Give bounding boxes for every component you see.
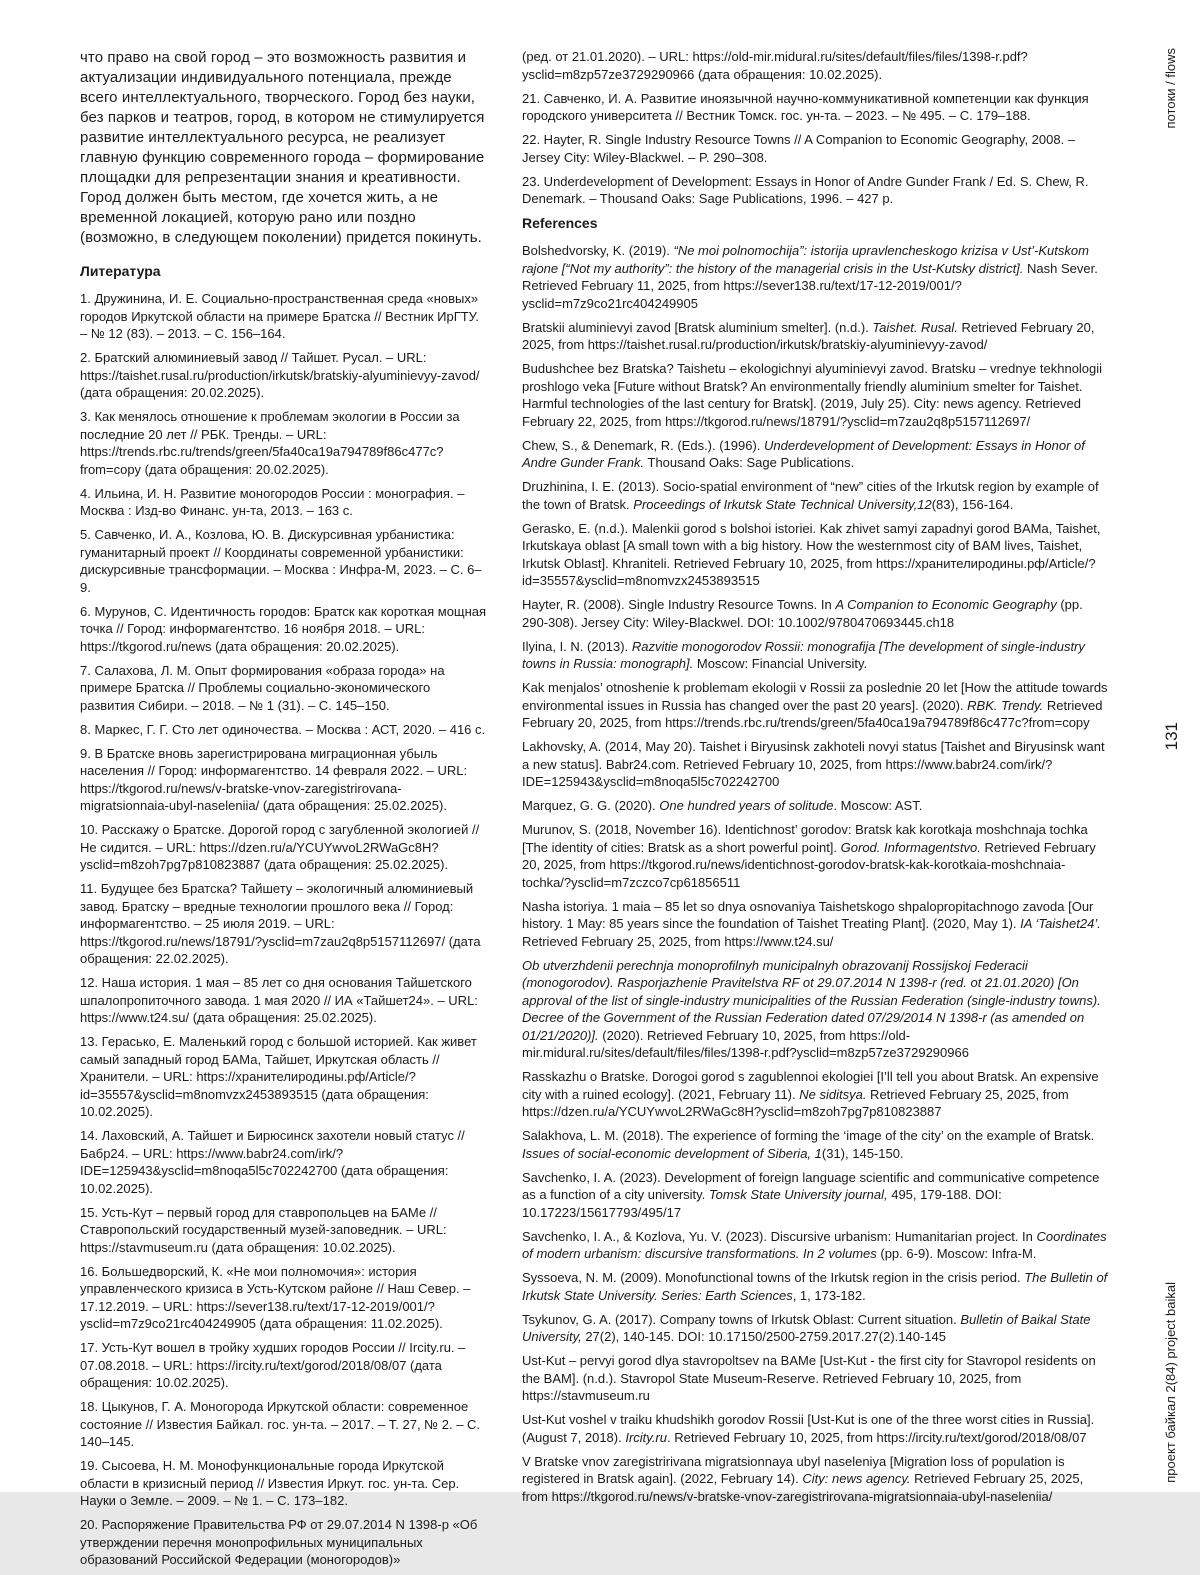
left-column	[80, 48, 488, 1575]
reference-item: 1. Дружинина, И. Е. Социально-пространственная среда «новых» городов Иркутской области на примере Братска // Вестник ИрГТУ. – № 12 (83). – 2013. – С. 156–164.	[80, 291, 479, 341]
reference-item: Tsykunov, G. A. (2017). Company towns of Irkutsk Oblast: Current situation. Bulletin of Baikal State University, 27(2), 140-145. DOI: 10.17150/2500-2759.2017.27(2).140-145	[522, 1311, 1091, 1344]
reference-item: 7. Салахова, Л. М. Опыт формирования «образа города» на примере Братска // Проблемы социально-экономического развития Сибири. – 2018. – № 1 (31). – С. 145–150.	[80, 662, 445, 713]
reference-item: 5. Савченко, И. А., Козлова, Ю. В. Дискурсивная урбанистика: гуманитарный проект // Координаты современной урбанистики: дискурсивные трансформации. – Москва : Инфра-М, 2023. – С. 6–9.	[80, 527, 482, 595]
reference-item: Ob utverzhdenii perechnja monoprofilnyh municipalnyh obrazovanij Rossijskoj Federacii (monogorodov). Rasporjazhenie Pravitelstva RF ot 29.07.2014 N 1398-r (red. ot 21.01.2020) [On approval of the list of single-industry municipalities of the Russian Federation (single-industry towns). Decree of the Government of the Russian Federation dated 07/29/2014 N 1398-r (as amended on 01/21/2020)]. (2020). Retrieved February 10, 2025, from https://old-mir.midural.ru/sites/default/files/files/1398-r.pdf?ysclid=m8zp57ze3729290966	[522, 957, 1101, 1060]
reference-item: 21. Савченко, И. А. Развитие иноязычной научно-коммуникативной компетенции как функция городского университета // Вестник Томск. гос. ун-та. – 2023. – № 495. – С. 179–188.	[522, 90, 1089, 123]
reference-item: Budushchee bez Bratska? Taishetu – ekologichnyi alyuminievyi zavod. Bratsku – vrednye tekhnologii proshlogo veka [Future without Bratsk? An environmentally friendly aluminium smelter for Taishet. Harmful technologies of the last century for Bratsk]. (2019, July 25). City: news agency. Retrieved February 22, 2025, from https://tkgorod.ru/news/18791/?ysclid=m7zau2q8p5157112697/	[522, 361, 1103, 429]
reference-item: Nasha istoriya. 1 maia – 85 let so dnya osnovaniya Taishetskogo shpalopropitachnogo zavoda [Our history. 1 May: 85 years since the foundation of Taishet Treating Plant]. (2020, May 1). IA ‘Taishet24’. Retrieved February 25, 2025, from https://www.t24.su/	[522, 898, 1101, 949]
reference-item: 13. Герасько, Е. Маленький город с большой историей. Как живет самый западный город БАМа, Тайшет, Иркутская область // Хранители. – URL: https://хранителиродины.рф/Article/?id=35557&ysclid=m8nomvzx2453893515 (дата обращения: 10.02.2025).	[80, 1034, 477, 1119]
reference-item: 19. Сысоева, Н. М. Монофункциональные города Иркутской области в кризисный период // Известия Иркут. гос. ун-та. Сер. Науки о Земле. – 2009. – № 1. – С. 173–182.	[80, 1458, 460, 1508]
page-number: 131	[1162, 722, 1181, 751]
reference-item: 2. Братский алюминиевый завод // Тайшет. Русал. – URL: https://taishet.rusal.ru/production/irkutsk/bratskiy-alyuminievyy-zavod/ (дата обращения: 20.02.2025).	[80, 350, 480, 400]
reference-item: 4. Ильина, И. Н. Развитие моногородов России : монография. – Москва : Изд-во Финанс. ун-та, 2013. – 163 с.	[80, 485, 465, 518]
reference-item: 6. Мурунов, С. Идентичность городов: Братск как короткая мощная точка // Город: информагентство. 16 ноября 2018. – URL: https://tkgorod.ru/news (дата обращения: 20.02.2025).	[80, 603, 487, 654]
literature-list-continued	[522, 48, 1110, 208]
reference-item: Gerasko, E. (n.d.). Malenkii gorod s bolshoi istoriei. Kak zhivet samyi zapadnyi gorod BAMa, Taishet, Irkutskaya oblast [A small town with a big history. How the westernmost city of BAM lives, Taishet, Irkutsk Oblast]. Khraniteli. Retrieved February 10, 2025, from https://хранителиродины.рф/Article/?id=35557&ysclid=m8nomvzx2453893515	[522, 520, 1101, 588]
literature-heading: Литература	[80, 263, 161, 279]
reference-item: 9. В Братске вновь зарегистрирована миграционная убыль населения // Город: информагентство. 14 февраля 2022. – URL: https://tkgorod.ru/news/v-bratske-vnov-zaregistrirovana-migratsionnaia-ubyl-naseleniia/ (дата обращения: 25.02.2025).	[80, 745, 468, 813]
section-label: потоки / flows	[1163, 48, 1178, 129]
reference-item: Savchenko, I. A., & Kozlova, Yu. V. (2023). Discursive urbanism: Humanitarian project. In Coordinates of modern urbanism: discursive transformations. In 2 volumes (pp. 6-9). Moscow: Infra-M.	[522, 1228, 1107, 1261]
reference-item: Kak menjalos’ otnoshenie k problemam ekologii v Rossii za poslednie 20 let [How the attitude towards environmental issues in Russia has changed over the past 20 years]. (2020). RBK. Trendy. Retrieved February 20, 2025, from https://trends.rbc.ru/trends/green/5fa40ca19a794789f86c477c?from=copy	[522, 680, 1108, 730]
reference-item: Lakhovsky, A. (2014, May 20). Taishet i Biryusinsk zakhoteli novyi status [Taishet and Biryusinsk want a new status]. Babr24.com. Retrieved February 10, 2025, from https://www.babr24.com/irk/?IDE=125943&ysclid=m8noqa5l5c702242700	[522, 739, 1105, 789]
reference-item: 17. Усть-Кут вошел в тройку худших городов России // Ircity.ru. – 07.08.2018. – URL: https://ircity.ru/text/gorod/2018/08/07 (дата обращения: 10.02.2025).	[80, 1340, 466, 1390]
reference-item: 22. Hayter, R. Single Industry Resource Towns // A Companion to Economic Geography, 2008. – Jersey City: Wiley-Blackwel. – P. 290–308.	[522, 132, 1076, 165]
reference-item: Ust-Kut voshel v traiku khudshikh gorodov Rossii [Ust-Kut is one of the three worst cities in Russia]. (August 7, 2018). Ircity.ru. Retrieved February 10, 2025, from https://ircity.ru/text/gorod/2018/08/07	[522, 1412, 1095, 1445]
reference-item: 20. Распоряжение Правительства РФ от 29.07.2014 N 1398-р «Об утверждении перечня монопрофильных муниципальных образований Российской Федерации (моногородов)»	[80, 1517, 478, 1567]
reference-item: Hayter, R. (2008). Single Industry Resource Towns. In A Companion to Economic Geography (pp. 290-308). Jersey City: Wiley-Blackwel. DOI: 10.1002/9780470693445.ch18	[522, 597, 1083, 630]
literature-list	[80, 290, 488, 1569]
reference-item: Druzhinina, I. E. (2013). Socio-spatial environment of “new” cities of the Irkutsk region by example of the town of Bratsk. Proceedings of Irkutsk State Technical University,12(83), 156-164.	[522, 479, 1099, 512]
reference-item: Savchenko, I. A. (2023). Development of foreign language scientific and communicative competence as a function of a city university. Tomsk State University journal, 495, 179-188. DOI: 10.17223/15617793/495/17	[522, 1169, 1100, 1220]
reference-item: 8. Маркес, Г. Г. Сто лет одиночества. – Москва : АСТ, 2020. – 416 с.	[80, 721, 486, 737]
reference-item: 16. Большедворский, К. «Не мои полномочия»: история управленческого кризиса в Усть-Кутском районе // Наш Север. – 17.12.2019. – URL: https://sever138.ru/text/17-12-2019/001/?ysclid=m7z9co21rc404249905 (дата обращения: 11.02.2025).	[80, 1263, 471, 1331]
reference-item: Syssoeva, N. M. (2009). Monofunctional towns of the Irkutsk region in the crisis period. The Bulletin of Irkutsk State University. Series: Earth Sciences, 1, 173-182.	[522, 1270, 1108, 1303]
references-heading: References	[522, 215, 598, 231]
reference-item: Marquez, G. G. (2020). One hundred years of solitude. Moscow: AST.	[522, 798, 923, 813]
reference-item: 18. Цыкунов, Г. А. Моногорода Иркутской области: современное состояние // Известия Байкал. гос. ун-та. – 2017. – Т. 27, № 2. – С. 140–145.	[80, 1399, 481, 1449]
reference-item: V Bratske vnov zaregistririvana migratsionnaya ubyl naseleniya [Migration loss of population is registered in Bratsk again]. (2022, February 14). City: news agency. Retrieved February 25, 2025, from https://tkgorod.ru/news/v-bratske-vnov-zaregistrirovana-migratsionnaia-ubyl-naseleniia/	[522, 1453, 1084, 1504]
reference-item: Chew, S., & Denemark, R. (Eds.). (1996). Underdevelopment of Development: Essays in Honor of Andre Gunder Frank. Thousand Oaks: Sage Publications.	[522, 437, 1085, 470]
reference-item: 3. Как менялось отношение к проблемам экологии в России за последние 20 лет // РБК. Тренды. – URL: https://trends.rbc.ru/trends/green/5fa40ca19a794789f86c477c?from=copy (дата обращения: 20.02.2025).	[80, 409, 460, 477]
reference-item: Ust-Kut – pervyi gorod dlya stavropoltsev na BAMe [Ust-Kut - the first city for Stavropol residents on the BAM]. (n.d.). Stavropol State Museum-Reserve. Retrieved February 10, 2025, from https://stavmuseum.ru	[522, 1353, 1096, 1403]
reference-item: 11. Будущее без Братска? Тайшету – экологичный алюминиевый завод. Братску – вредные технологии прошлого века // Город: информагентство. – 25 июля 2019. – URL: https://tkgorod.ru/news/18791/?ysclid=m7zau2q8p5157112697/ (дата обращения: 22.02.2025).	[80, 881, 481, 966]
reference-item: Murunov, S. (2018, November 16). Identichnost’ gorodov: Bratsk kak korotkaja moshchnaja tochka [The identity of cities: Bratsk as a short powerful point]. Gorod. Informagentstvo. Retrieved February 20, 2025, from https://tkgorod.ru/news/identichnost-gorodov-bratsk-kak-korotkaia-moshchnaia-tochka/?ysclid=m7zczco7cp61856511	[522, 822, 1096, 890]
reference-item: (ред. от 21.01.2020). – URL: https://old-mir.midural.ru/sites/default/files/files/1398-r.pdf?ysclid=m8zp57ze3729290966 (дата обращения: 10.02.2025).	[522, 49, 1028, 82]
reference-item: Bolshedvorsky, K. (2019). “Ne moi polnomochija”: istorija upravlencheskogo krizisa v Ust’-Kutskom rajone [“Not my authority”: the history of the managerial crisis in the Ust-Kutsky district]. Nash Sever. Retrieved February 11, 2025, from https://sever138.ru/text/17-12-2019/001/?ysclid=m7z9co21rc404249905	[522, 243, 1098, 311]
intro-paragraph: что право на свой город – это возможность развития и актуализации индивидуального потенциала, прежде всего интеллектуального, творческого. Город без науки, без парков и театров, город, в котором не стимулируется развитие интеллектуального ресурса, не реализует главную функцию современного города – формирование площадки для репрезентации знания и креативности. Город должен быть местом, где хочется жить, а не временной локацией, которую рано или поздно (возможно, в следующем поколении) придется покинуть.	[80, 49, 485, 246]
reference-item: Salakhova, L. M. (2018). The experience of forming the ‘image of the city’ on the example of Bratsk. Issues of social-economic development of Siberia, 1(31), 145-150.	[522, 1128, 1095, 1161]
reference-item: 10. Расскажу о Братске. Дорогой город с загубленной экологией // Не сидится. – URL: https://dzen.ru/a/YCUYwvoL2RWaGc8H?ysclid=m8zoh7pg7p810823887 (дата обращения: 25.02.2025).	[80, 822, 480, 872]
reference-item: 23. Underdevelopment of Development: Essays in Honor of Andre Gunder Frank / Ed. S. Chew, R. Denemark. – Thousand Oaks: Sage Publications, 1996. – 427 p.	[522, 173, 1089, 206]
reference-item: Rasskazhu o Bratske. Dorogoi gorod s zagublennoi ekologiei [I’ll tell you about Bratsk. An expensive city with a ruined ecology]. (2021, February 11). Ne siditsya. Retrieved February 25, 2025, from https://dzen.ru/a/YCUYwvoL2RWaGc8H?ysclid=m8zoh7pg7p810823887	[522, 1069, 1099, 1119]
right-column	[522, 48, 1110, 1512]
references-list	[522, 242, 1110, 1505]
reference-item: 14. Лаховский, А. Тайшет и Бирюсинск захотели новый статус // Бабр24. – URL: https://www.babr24.com/irk/?IDE=125943&ysclid=m8noqa5l5c702242700 (дата обращения: 10.02.2025).	[80, 1128, 465, 1196]
reference-item: Ilyina, I. N. (2013). Razvitie monogorodov Rossii: monografija [The development of single-industry towns in Russia: monograph]. Moscow: Financial University.	[522, 638, 1085, 671]
journal-footer-label: проект байкал 2(84) project baikal	[1163, 1282, 1178, 1483]
reference-item: 12. Наша история. 1 мая – 85 лет со дня основания Тайшетского шпалопропиточного завода. 1 мая 2020 // ИА «Тайшет24». – URL: https://www.t24.su/ (дата обращения: 25.02.2025).	[80, 975, 478, 1025]
reference-item: Bratskii aluminievyi zavod [Bratsk aluminium smelter]. (n.d.). Taishet. Rusal. Retrieved February 20, 2025, from https://taishet.rusal.ru/production/irkutsk/bratskiy-alyuminievyy-zavod/	[522, 319, 1095, 352]
reference-item: 15. Усть-Кут – первый город для ставропольцев на БАМе // Ставропольский государственный музей-заповедник. – URL: https://stavmuseum.ru (дата обращения: 10.02.2025).	[80, 1204, 447, 1255]
